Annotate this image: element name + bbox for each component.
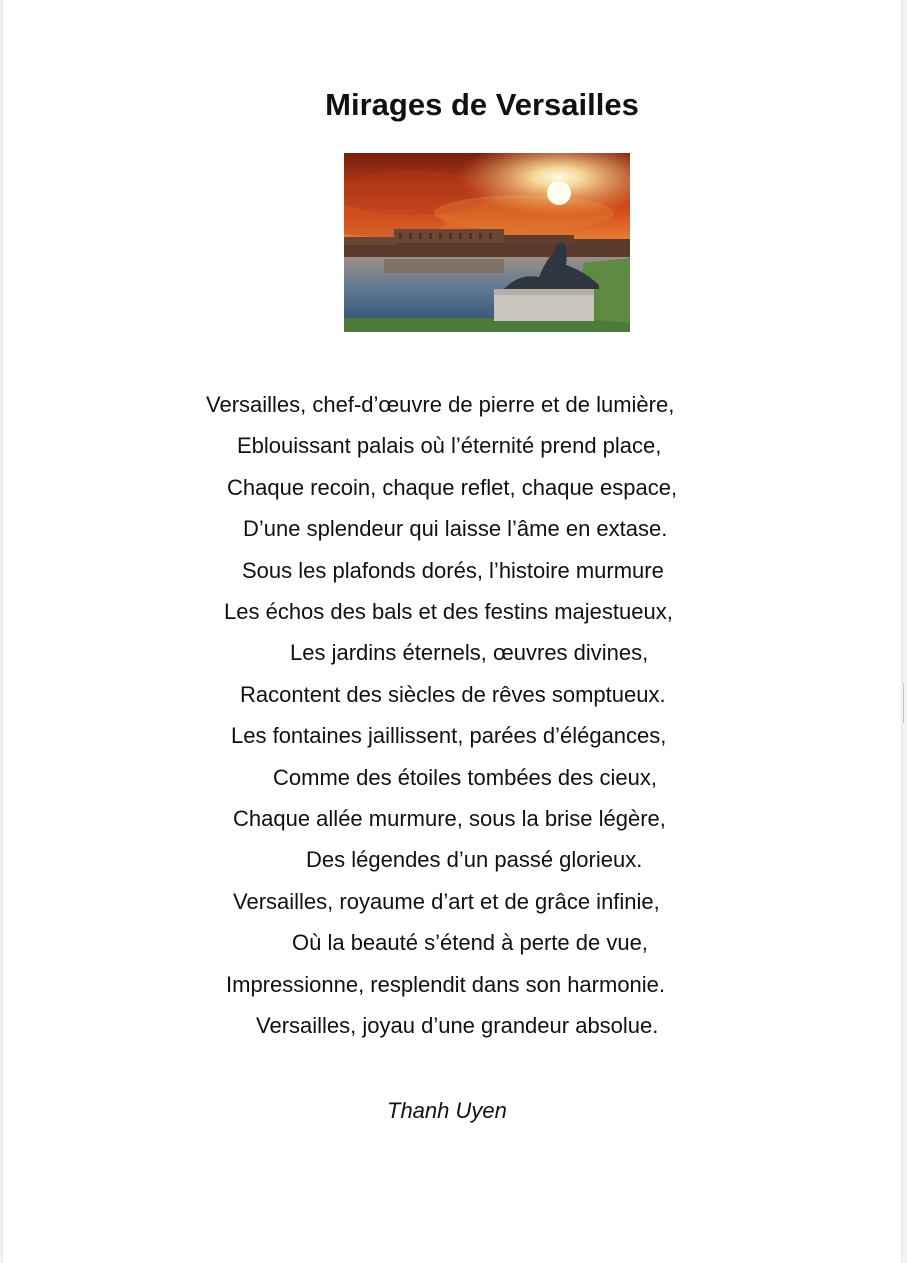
poem-line: Eblouissant palais où l’éternité prend place, <box>237 433 662 459</box>
page-title: Mirages de Versailles <box>325 87 639 122</box>
title-container <box>182 86 782 124</box>
poem-line: Les fontaines jaillissent, parées d’élégances, <box>231 723 667 749</box>
poem-line: Chaque recoin, chaque reflet, chaque espace, <box>227 474 678 500</box>
poem-line: Chaque allée murmure, sous la brise légère, <box>233 806 666 832</box>
poem-line: Impressionne, resplendit dans son harmonie. <box>226 971 666 997</box>
poem-line: Où la beauté s’étend à perte de vue, <box>292 930 648 956</box>
poem-line: Des légendes d’un passé glorieux. <box>306 847 643 873</box>
versailles-sunset-photo <box>344 153 630 332</box>
poem-line: Versailles, chef-d’œuvre de pierre et de lumière, <box>206 392 675 417</box>
scroll-edge-marker <box>903 683 907 723</box>
poem-line: Versailles, joyau d’une grandeur absolue. <box>256 1013 659 1039</box>
author-signature: Thanh Uyen <box>387 1098 507 1123</box>
poem-line: Sous les plafonds dorés, l’histoire murmure <box>242 557 664 583</box>
poem-line: Les échos des bals et des festins majestueux, <box>224 599 673 625</box>
poem-line: Racontent des siècles de rêves somptueux. <box>240 681 666 707</box>
document-page <box>3 0 901 1263</box>
poem-line: Les jardins éternels, œuvres divines, <box>290 640 649 666</box>
poem-line: Versailles, royaume d’art et de grâce infinie, <box>233 888 660 914</box>
poem-line: D’une splendeur qui laisse l’âme en extase. <box>243 516 668 542</box>
poem <box>113 384 813 1047</box>
poem-line: Comme des étoiles tombées des cieux, <box>273 764 657 790</box>
